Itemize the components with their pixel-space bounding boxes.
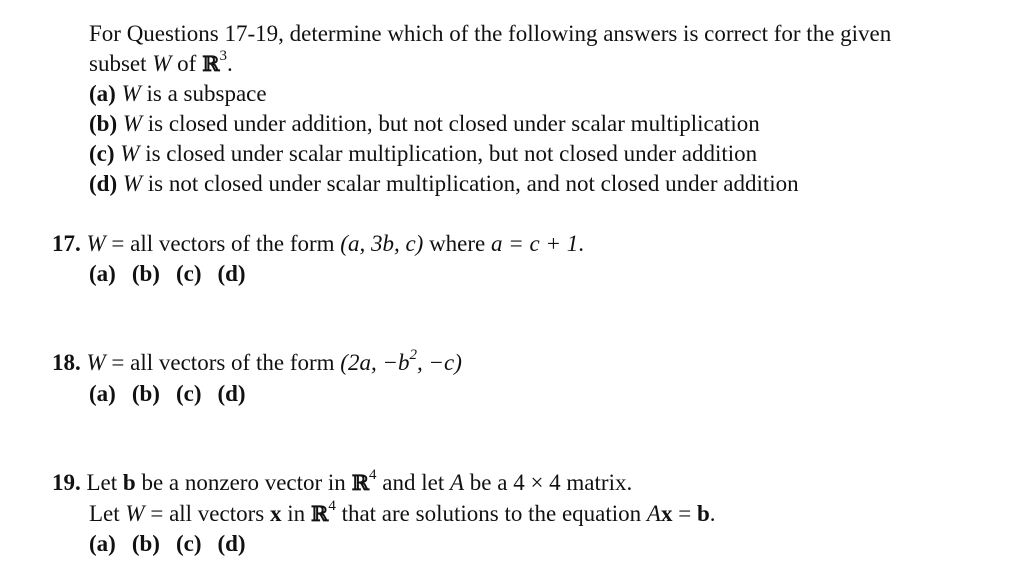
period: .: [227, 51, 233, 76]
option-text: is a subspace: [140, 81, 267, 106]
var-w: W: [122, 111, 143, 136]
option-a: [89, 79, 267, 109]
var-w: W: [121, 81, 141, 106]
option-label: (a): [89, 81, 116, 106]
text: in: [281, 501, 311, 526]
tuple-start: (2a, −b: [340, 350, 410, 375]
equals: =: [672, 501, 697, 526]
let: Let: [89, 501, 126, 526]
option-label: (c): [89, 141, 115, 166]
option-text: is not closed under scalar multiplication, and not closed under addition: [142, 171, 799, 196]
var-w: W: [152, 51, 172, 76]
var-w: W: [122, 171, 143, 196]
choice-a[interactable]: (a): [89, 531, 116, 556]
option-c: [89, 139, 757, 169]
choice-b[interactable]: (b): [131, 261, 160, 286]
question-19-line-2: [89, 499, 715, 529]
exponent: 4: [328, 498, 336, 515]
intro-subset-label: subset: [89, 51, 153, 76]
exponent: 2: [409, 347, 417, 364]
vector-b: b: [122, 470, 136, 495]
choice-d[interactable]: (d): [217, 381, 246, 406]
question-18: [52, 348, 462, 378]
text: that are solutions to the equation: [335, 501, 647, 526]
choices-17: [89, 259, 262, 289]
question-number: 17.: [52, 231, 81, 256]
equals: =: [144, 501, 170, 526]
vector-x: x: [660, 501, 673, 526]
matrix-a: A: [449, 470, 465, 495]
question-text: all vectors of the form: [130, 231, 341, 256]
option-b: [89, 109, 760, 139]
tuple-end: , −c): [416, 350, 462, 375]
choices-19: [89, 529, 262, 559]
intro-line-1: [89, 19, 891, 49]
var-w: W: [125, 501, 145, 526]
option-text: is closed under scalar multiplication, but not closed under addition: [139, 141, 758, 166]
choice-b[interactable]: (b): [131, 381, 160, 406]
text: all vectors: [169, 501, 270, 526]
period: .: [578, 231, 584, 256]
period: .: [709, 501, 716, 526]
question-number: 18.: [52, 350, 81, 375]
choice-c[interactable]: (c): [175, 261, 202, 286]
vector-b: b: [696, 501, 710, 526]
intro-of: of: [171, 51, 203, 76]
choice-b[interactable]: (b): [131, 531, 160, 556]
question-text: all vectors of the form: [130, 350, 341, 375]
condition: a = c + 1: [491, 231, 579, 256]
text: be a nonzero vector in: [135, 470, 352, 495]
equals: =: [105, 231, 131, 256]
question-19-line-1: [52, 468, 632, 498]
question-number: 19.: [52, 470, 81, 495]
text: and let: [376, 470, 450, 495]
where: where: [423, 231, 491, 256]
matrix-a: A: [646, 501, 661, 526]
set-r: ℝ: [310, 501, 329, 526]
intro-text: For Questions 17-19, determine which of the following answers is correct for the given: [89, 21, 892, 46]
tuple: (a, 3b, c): [340, 231, 424, 256]
set-r: ℝ: [202, 51, 220, 76]
set-r: ℝ: [351, 470, 370, 495]
question-17: [52, 229, 584, 259]
exponent: 3: [219, 48, 228, 65]
choice-c[interactable]: (c): [175, 531, 202, 556]
choice-c[interactable]: (c): [175, 381, 202, 406]
choice-a[interactable]: (a): [89, 261, 116, 286]
option-d: [89, 169, 799, 199]
var-w: W: [86, 231, 106, 256]
option-label: (d): [89, 171, 118, 196]
option-label: (b): [89, 111, 118, 136]
exponent: 4: [369, 467, 377, 484]
option-text: is closed under addition, but not closed under scalar multiplication: [142, 111, 760, 136]
let: Let: [80, 470, 123, 495]
choices-18: [89, 379, 262, 409]
choice-a[interactable]: (a): [89, 381, 116, 406]
choice-d[interactable]: (d): [217, 531, 246, 556]
equals: =: [105, 350, 131, 375]
intro-line-2: [89, 49, 233, 79]
var-w: W: [120, 141, 140, 166]
text: be a 4 × 4 matrix.: [464, 470, 633, 495]
choice-d[interactable]: (d): [217, 261, 246, 286]
var-w: W: [86, 350, 106, 375]
vector-x: x: [269, 501, 282, 526]
